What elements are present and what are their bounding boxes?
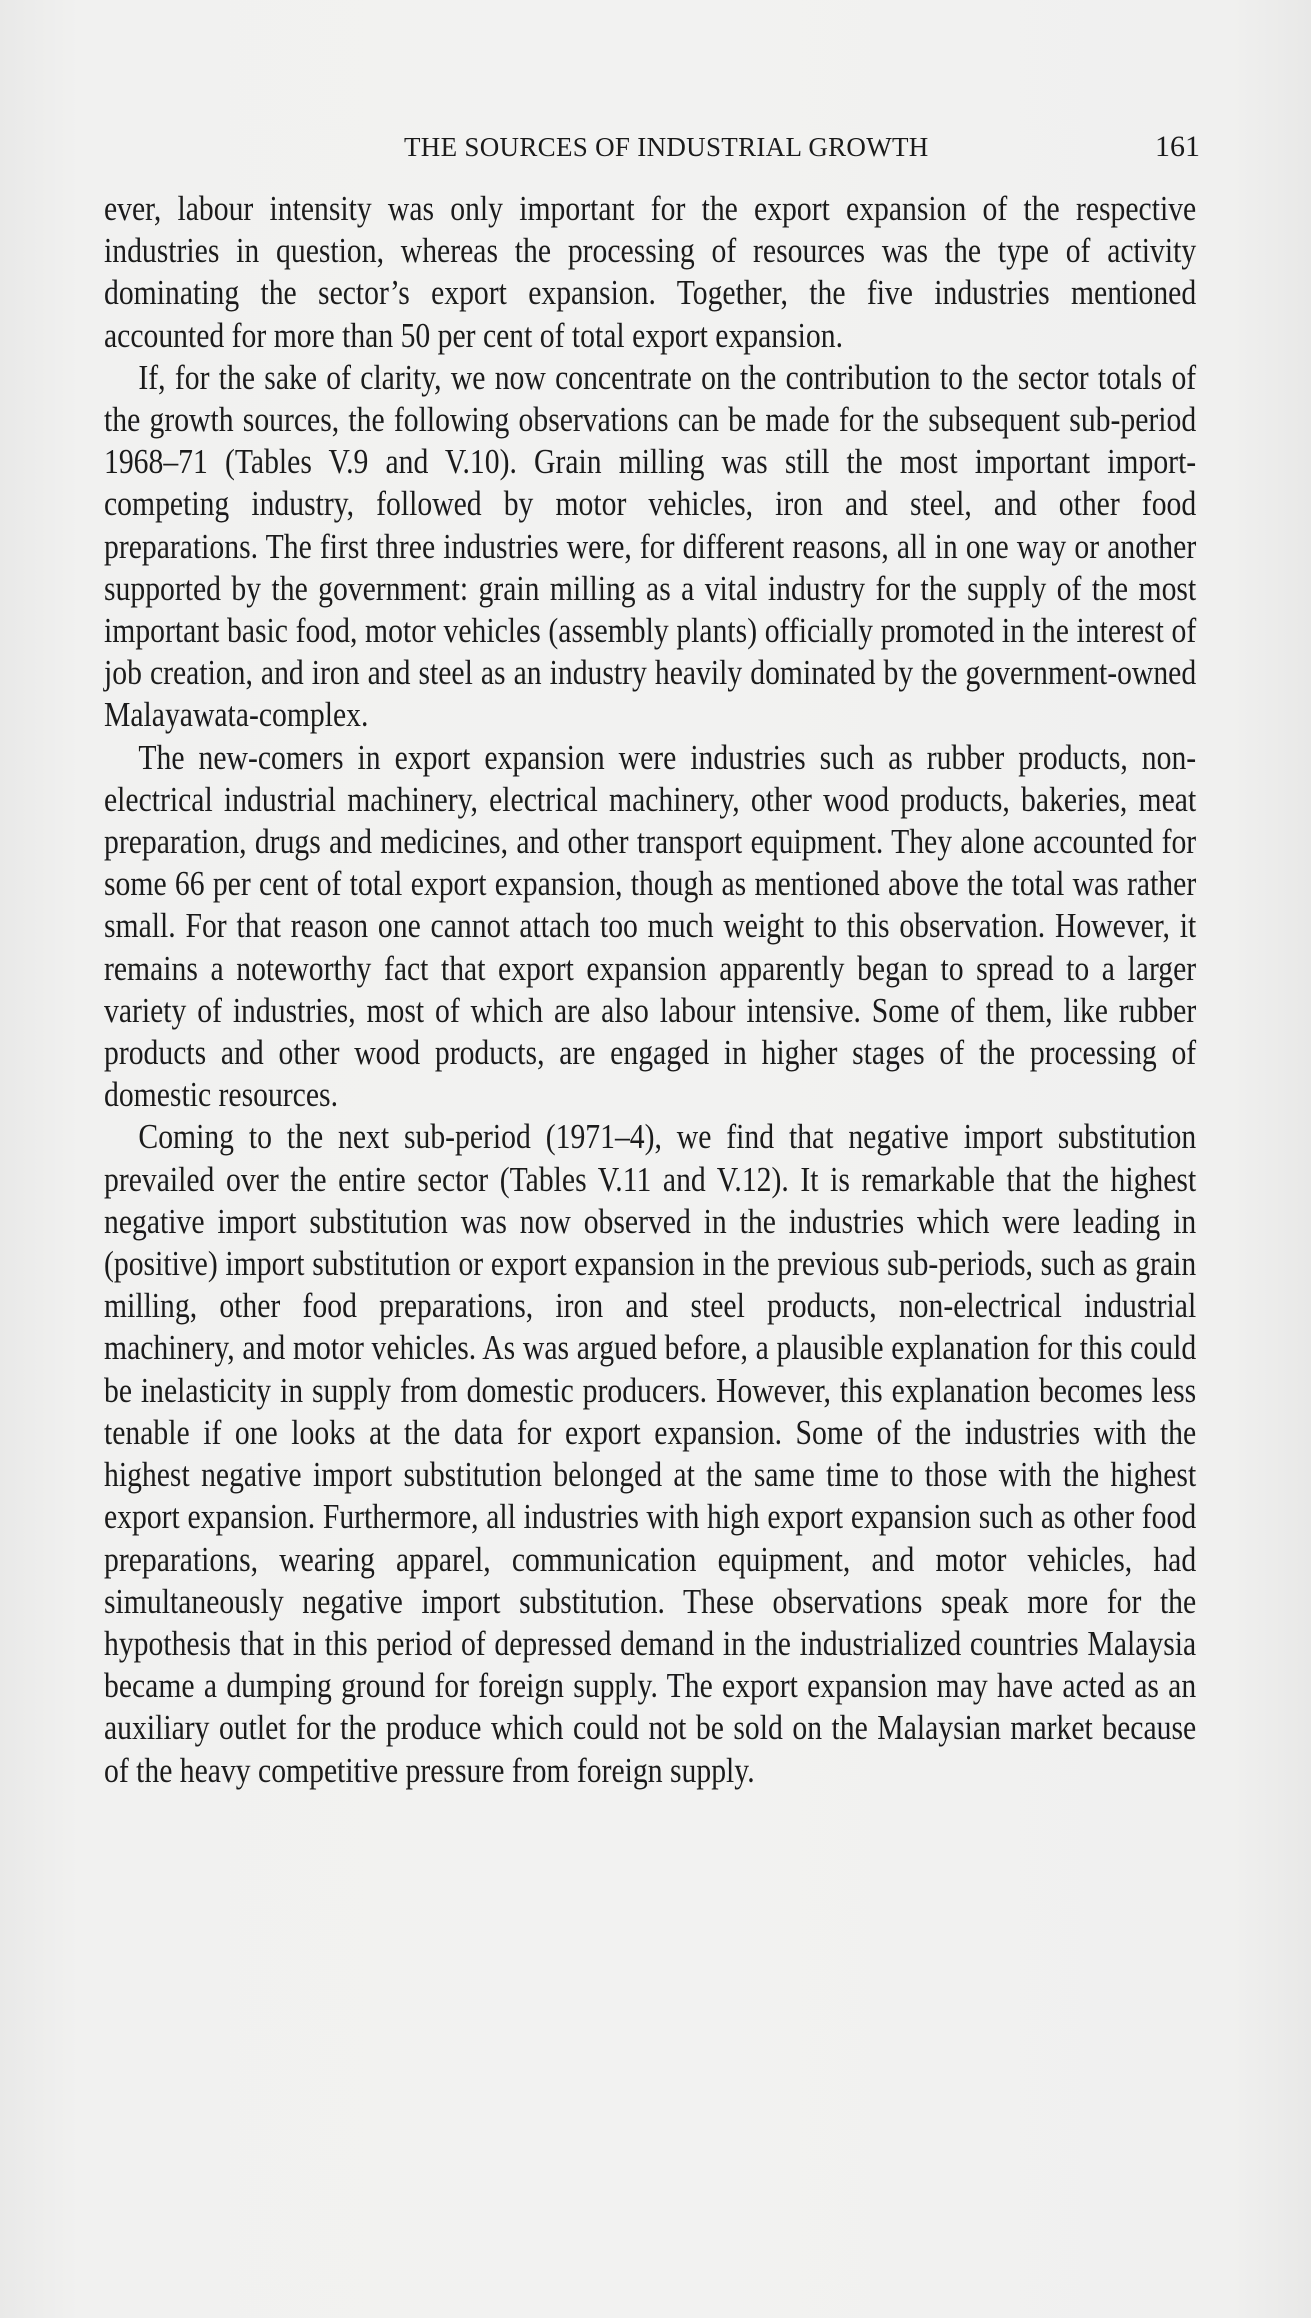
body-text — [104, 188, 1196, 1792]
paragraph: ever, labour intensity was only important for the export expansion of the respective industries in question, whereas the processing of resources was the type of activity dominating the sector’s export expansion. Together, the five industries mentioned accounted for more than 50 per cent of total export expansion. — [104, 190, 1197, 355]
page-number: 161 — [1155, 130, 1200, 163]
running-head — [104, 132, 1200, 172]
paragraph: The new-comers in export expansion were industries such as rubber products, non-electrical industrial machinery, electrical machinery, other wood products, bakeries, meat preparation, drugs and medicines, and other transport equipment. They alone accounted for some 66 per cent of total export expansion, though as mentioned above the total was rather small. For that reason one cannot attach too much weight to this observation. However, it remains a noteworthy fact that export expansion apparently began to spread to a larger variety of industries, most of which are also labour intensive. Some of them, like rubber products and other wood products, are engaged in higher stages of the processing of domestic resources. — [104, 738, 1197, 1115]
paragraph: If, for the sake of clarity, we now concentrate on the contribution to the sector totals of the growth sources, the following observations can be made for the subsequent sub-period 1968–71 (Tables V.9 and V.10). Grain milling was still the most important import-competing industry, followed by motor vehicles, iron and steel, and other food preparations. The first three industries were, for different reasons, all in one way or another supported by the government: grain milling as a vital industry for the supply of the most important basic food, motor vehicles (assembly plants) officially promoted in the interest of job creation, and iron and steel as an industry heavily dominated by the government-owned Malayawata-complex. — [104, 358, 1197, 735]
paragraph: Coming to the next sub-period (1971–4), we find that negative import substitution prevailed over the entire sector (Tables V.11 and V.12). It is remarkable that the highest negative import substitution was now observed in the industries which were leading in (positive) import substitution or export expansion in the previous sub-periods, such as grain milling, other food preparations, iron and steel products, non-electrical industrial machinery, and motor vehicles. As was argued before, a plausible explanation for this could be inelasticity in supply from domestic producers. However, this explanation becomes less tenable if one looks at the data for export expansion. Some of the industries with the highest negative import substitution belonged at the same time to those with the highest export expansion. Furthermore, all industries with high export expansion such as other food preparations, wearing apparel, communication equipment, and motor vehicles, had simultaneously negative import substitution. These observations speak more for the hypothesis that in this period of depressed demand in the industrialized countries Malaysia became a dumping ground for foreign supply. The export expansion may have acted as an auxiliary outlet for the produce which could not be sold on the Malaysian market because of the heavy competitive pressure from foreign supply. — [104, 1118, 1197, 1790]
running-head-title: THE SOURCES OF INDUSTRIAL GROWTH — [404, 132, 929, 162]
